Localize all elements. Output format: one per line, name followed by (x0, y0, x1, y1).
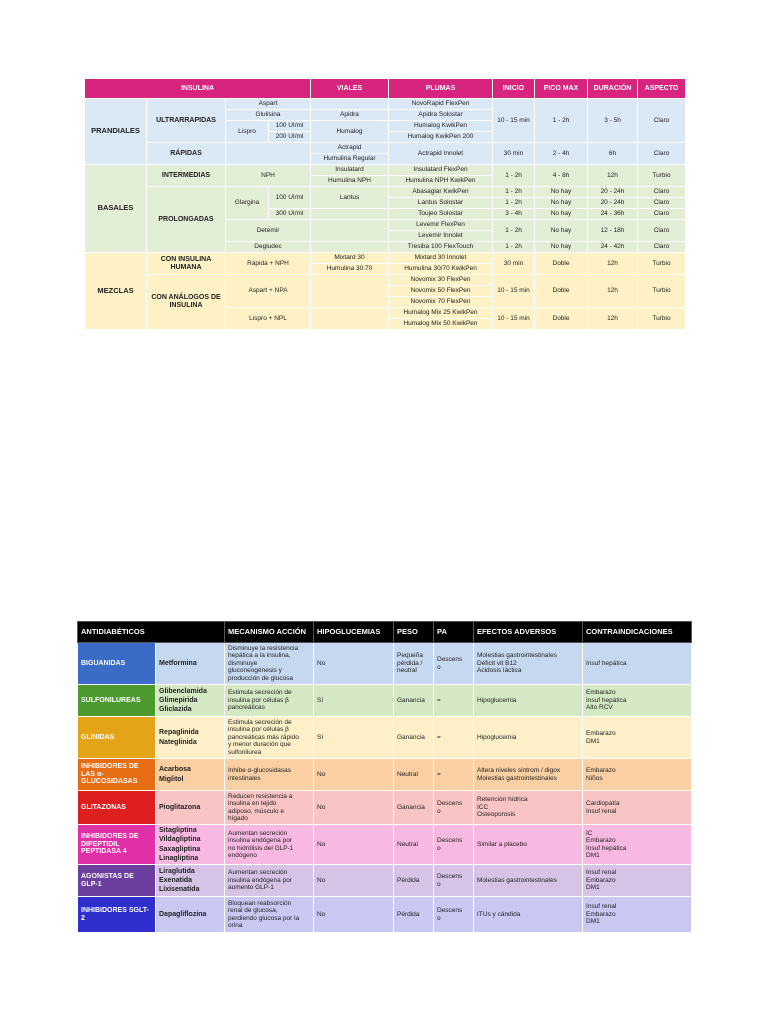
header-efectos-adversos: EFECTOS ADVERSOS (474, 622, 583, 643)
adverse-line: Altera niveles sintrom / digox (477, 767, 561, 775)
weight-line: Neutral (397, 770, 418, 778)
weight (394, 791, 434, 825)
mechanism (225, 643, 314, 685)
adverse-effects (474, 897, 583, 933)
drugs-line: Repaglinida (159, 729, 199, 737)
group-mezclas: MEZCLAS (85, 253, 147, 330)
cell-npl-pico: Doble (535, 308, 588, 330)
mechanism-line: producción de glucosa (228, 674, 294, 682)
mechanism-line: hígado (228, 814, 248, 822)
adverse-line: ITUs y cándida (477, 910, 521, 918)
cell-humulina-regular: Humulina Regular (311, 154, 389, 165)
cell-npl-vial-empty (311, 308, 389, 330)
class-name: INHIBIDORES SGLT-2 (78, 897, 156, 933)
blood-pressure (434, 865, 474, 897)
cell-npl-inicio: 10 - 15 min (493, 308, 535, 330)
cell-abasaglar-duracion: 20 - 24h (588, 187, 638, 198)
cell-lispro-200: 200 UI/ml (269, 132, 311, 143)
class-name: GLITAZONAS (78, 791, 156, 825)
cell-levemir-innolet: Levemir Innolet (389, 231, 493, 242)
cell-npl-duracion: 12h (588, 308, 638, 330)
pa-line: = (437, 696, 441, 704)
weight-line: Pequeña (397, 652, 424, 660)
weight (394, 897, 434, 933)
cell-nph: NPH (226, 165, 311, 187)
drugs-line: Exenatida (159, 876, 193, 884)
class-name: INHIBIDORES DE LAS α-GLUCOSIDASAS (78, 759, 156, 791)
contraindications (583, 759, 692, 791)
cell-mixtard30: Mixtard 30 (311, 253, 389, 264)
cell-humulina-3070: Humulina 30:70 (311, 264, 389, 275)
mechanism-line: insulina por células β (228, 726, 289, 734)
cell-toujeo-aspecto: Claro (638, 209, 686, 220)
cell-levemir-flexpen: Levemir FlexPen (389, 220, 493, 231)
hypoglycemia: No (314, 643, 394, 685)
mechanism-line: Aumentan secreción (228, 829, 288, 837)
antidiab-row (78, 791, 692, 825)
cell-npa-inicio: 10 - 15 min (493, 275, 535, 308)
contra-line: Insuf hepática (586, 659, 627, 667)
weight-line: Neutral (397, 840, 418, 848)
pa-line: o (437, 880, 441, 888)
cell-ultra-inicio: 10 - 15 min (493, 99, 535, 143)
drug-names (156, 717, 225, 759)
weight-line: Ganancia (397, 733, 425, 741)
mechanism-line: adiposo, músculo e (228, 807, 285, 815)
cell-actrapid-innolet: Actrapid Innolet (389, 143, 493, 165)
header-contraindicaciones: CONTRAINDICACIONES (583, 622, 692, 643)
cell-vial-empty (311, 99, 389, 110)
drug-names (156, 685, 225, 717)
contraindications (583, 825, 692, 865)
pa-line: o (437, 914, 441, 922)
cell-toujeo-inicio: 3 - 4h (493, 209, 535, 220)
class-name: BIGUANIDAS (78, 643, 156, 685)
cell-rapida-nph: Rápida + NPH (226, 253, 311, 275)
cell-int-aspecto: Turbio (638, 165, 686, 187)
blood-pressure (434, 791, 474, 825)
blood-pressure (434, 759, 474, 791)
contra-line: Insuf hepática (586, 844, 627, 852)
cell-hum-duracion: 12h (588, 253, 638, 275)
pa-line: o (437, 844, 441, 852)
cell-novomix-70: Novomix 70 FlexPen (389, 297, 493, 308)
pa-line: o (437, 807, 441, 815)
pa-line: Descens (437, 837, 463, 845)
mechanism-line: hepática a la insulina, (228, 652, 291, 660)
cell-humalog-kwikpen: Humalog KwikPen (389, 121, 493, 132)
header-viales: VIALES (311, 79, 389, 99)
cell-humulina-nph-kwikpen: Humulina NPH KwikPen (389, 176, 493, 187)
cell-humalog: Humalog (311, 121, 389, 143)
header-hipoglucemias: HIPOGLUCEMIAS (314, 622, 394, 643)
cell-humulina-3070-kwikpen: Humulina 30/70 KwikPen (389, 264, 493, 275)
drugs-line: Linagliptina (159, 854, 199, 862)
cell-lispro: Lispro (226, 121, 269, 143)
drugs-line: Gliclazida (159, 706, 192, 714)
cell-ultra-duracion: 3 - 5h (588, 99, 638, 143)
contra-line: Embarazo (586, 837, 616, 845)
cell-toujeo-solostar: Toujeo Solostar (389, 209, 493, 220)
adverse-effects (474, 759, 583, 791)
cell-glargina-100: 100 UI/ml (269, 187, 311, 209)
contra-line: Insuf renal (586, 903, 617, 911)
cell-apidra-solostar: Apidra Solostar (389, 110, 493, 121)
mechanism-line: insulina por células β (228, 696, 289, 704)
cell-novomix-50: Novomix 50 FlexPen (389, 286, 493, 297)
antidiab-body (78, 643, 692, 933)
cell-toujeo-vial-empty (311, 209, 389, 220)
mechanism (225, 897, 314, 933)
cell-insulatard-flexpen: Insulatard FlexPen (389, 165, 493, 176)
cell-rap-aspecto: Claro (638, 143, 686, 165)
adverse-line: Hipoglucemia (477, 696, 517, 704)
drug-names (156, 791, 225, 825)
contra-line: Embarazo (586, 689, 616, 697)
cell-degludec-aspecto: Claro (638, 242, 686, 253)
weight (394, 825, 434, 865)
adverse-line: Retención hídrica (477, 796, 528, 804)
cell-actrapid: Actrapid (311, 143, 389, 154)
cell-degludec-pico: No hay (535, 242, 588, 253)
contraindications (583, 685, 692, 717)
header-inicio: INICIO (493, 79, 535, 99)
contra-line: Embarazo (586, 767, 616, 775)
cell-lispro-npl: Lispro + NPL (226, 308, 311, 330)
cell-degludec-inicio: 1 - 2h (493, 242, 535, 253)
cell-degludec-vial-empty (311, 242, 389, 253)
cell-lantus-aspecto: Claro (638, 198, 686, 209)
cell-abasaglar-aspecto: Claro (638, 187, 686, 198)
cell-hum-aspecto: Turbio (638, 253, 686, 275)
adverse-line: Acidosis láctica (477, 667, 522, 675)
cell-lantus-solostar: Lantus Solostar (389, 198, 493, 209)
cell-abasaglar-kwikpen: Abasaglar KwikPen (389, 187, 493, 198)
adverse-line: Molestias gastrointestinales (477, 652, 557, 660)
contra-line: Niños (586, 774, 603, 782)
cell-aspart: Aspart (226, 99, 311, 110)
adverse-effects (474, 865, 583, 897)
header-pa: PA (434, 622, 474, 643)
drugs-line: Lixisenatida (159, 886, 200, 894)
antidiabetics-table (77, 621, 692, 933)
weight (394, 643, 434, 685)
cell-degludec-duracion: 24 - 42h (588, 242, 638, 253)
drugs-line: Dapagliflozina (159, 910, 207, 918)
drugs-line: Liraglutida (159, 867, 195, 875)
antidiab-row (78, 643, 692, 685)
weight (394, 865, 434, 897)
antidiab-row (78, 685, 692, 717)
cell-npl-aspecto: Turbio (638, 308, 686, 330)
antidiab-header-row (78, 622, 692, 643)
cell-toujeo-pico: No hay (535, 209, 588, 220)
adverse-effects (474, 825, 583, 865)
weight (394, 717, 434, 759)
cell-npa-pico: Doble (535, 275, 588, 308)
drugs-line: Glimepirida (159, 696, 198, 704)
header-aspecto: ASPECTO (638, 79, 686, 99)
cell-detemir-inicio: 1 - 2h (493, 220, 535, 242)
mechanism-line: Aumentan secreción (228, 869, 288, 877)
mechanism-line: pancreáticas (228, 704, 265, 712)
cell-ultra-aspecto: Claro (638, 99, 686, 143)
mechanism-line: sulfonilurea (228, 748, 262, 756)
cell-detemir-duracion: 12 - 18h (588, 220, 638, 242)
drugs-line: Pioglitazona (159, 803, 201, 811)
hypoglycemia: No (314, 759, 394, 791)
group-basales: BASALES (85, 165, 147, 253)
cell-glargina-300: 300 UI/ml (269, 209, 311, 220)
header-peso: PESO (394, 622, 434, 643)
drugs-line: Miglitol (159, 775, 184, 783)
contra-line: Insuf renal (586, 807, 617, 815)
cell-rap-pico: 2 - 4h (535, 143, 588, 165)
drug-names (156, 865, 225, 897)
drug-names (156, 897, 225, 933)
drugs-line: Glibenclamida (159, 687, 207, 695)
pa-line: Descens (437, 873, 463, 881)
mechanism-line: no hidrólisis del GLP-1 (228, 844, 294, 852)
drugs-line: Sitagliptina (159, 827, 197, 835)
mechanism-line: gluconeogénesis y (228, 667, 282, 675)
antidiab-row (78, 897, 692, 933)
cell-int-pico: 4 - 8h (535, 165, 588, 187)
contraindications (583, 865, 692, 897)
mechanism-line: pancreáticas más rápido (228, 733, 299, 741)
hypoglycemia: Sí (314, 717, 394, 759)
cell-humalog-mix25: Humalog Mix 25 KwikPen (389, 308, 493, 319)
cell-int-inicio: 1 - 2h (493, 165, 535, 187)
cell-lantus-duracion: 20 - 24h (588, 198, 638, 209)
mechanism-line: Bloquean reabsorción (228, 899, 292, 907)
header-plumas: PLUMAS (389, 79, 493, 99)
contraindications (583, 897, 692, 933)
blood-pressure (434, 897, 474, 933)
class-name: INHIBIDORES DE DIPEPTIDIL PEPTIDASA 4 (78, 825, 156, 865)
contra-line: IC (586, 829, 593, 837)
mechanism-line: insulina endógena por (228, 876, 292, 884)
cell-toujeo-duracion: 24 - 36h (588, 209, 638, 220)
cell-detemir-vial-empty (311, 220, 389, 242)
cell-rap-inicio: 30 min (493, 143, 535, 165)
cell-lantus-pico: No hay (535, 198, 588, 209)
cell-humalog-mix50: Humalog Mix 50 KwikPen (389, 319, 493, 330)
subgroup-con-insulina-humana: CON INSULINA HUMANA (147, 253, 226, 275)
mechanism-line: y menor duración que (228, 741, 291, 749)
subgroup-rapidas: RÁPIDAS (147, 143, 226, 165)
antidiab-row (78, 759, 692, 791)
cell-ultra-pico: 1 - 2h (535, 99, 588, 143)
cell-lantus-inicio: 1 - 2h (493, 198, 535, 209)
subgroup-con-analogos: CON ANÁLOGOS DE INSULINA (147, 275, 226, 330)
cell-lispro-100: 100 UI/ml (269, 121, 311, 132)
insulin-table (84, 78, 686, 330)
mechanism (225, 685, 314, 717)
cell-hum-pico: Doble (535, 253, 588, 275)
mechanism-line: Estimula secreción de (228, 718, 292, 726)
subgroup-intermedias: INTERMEDIAS (147, 165, 226, 187)
drugs-line: Nateglinida (159, 738, 197, 746)
hypoglycemia: No (314, 825, 394, 865)
mechanism-line: disminuye (228, 659, 258, 667)
drug-names (156, 759, 225, 791)
contra-line: Embarazo (586, 730, 616, 738)
cell-apidra: Apidra (311, 110, 389, 121)
contra-line: Embarazo (586, 876, 616, 884)
mechanism-line: Estimula secreción de (228, 689, 292, 697)
antidiab-row (78, 865, 692, 897)
header-pico-max: PICO MAX (535, 79, 588, 99)
mechanism (225, 717, 314, 759)
pa-line: o (437, 663, 441, 671)
pa-line: Descens (437, 800, 463, 808)
weight (394, 759, 434, 791)
subgroup-ultrarrapidas: ULTRARRAPIDAS (147, 99, 226, 143)
weight-line: Pérdida (397, 876, 420, 884)
weight-line: pérdida / (397, 659, 423, 667)
class-name: GLINIDAS (78, 717, 156, 759)
mechanism-line: intestinales (228, 774, 261, 782)
insulin-header-row (85, 79, 686, 99)
contra-line: DM1 (586, 851, 600, 859)
hypoglycemia: Sí (314, 685, 394, 717)
header-mecanismo-accion: MECANISMO ACCIÓN (225, 622, 314, 643)
subgroup-prolongadas: PROLONGADAS (147, 187, 226, 253)
cell-rapidas-empty (226, 143, 311, 165)
adverse-effects (474, 685, 583, 717)
cell-humulina-nph: Humulina NPH (311, 176, 389, 187)
contra-line: Insuf renal (586, 869, 617, 877)
cell-int-duracion: 12h (588, 165, 638, 187)
drugs-line: Acarbosa (159, 766, 191, 774)
cell-hum-inicio: 30 min (493, 253, 535, 275)
hypoglycemia: No (314, 791, 394, 825)
cell-rap-duracion: 6h (588, 143, 638, 165)
drug-names (156, 643, 225, 685)
adverse-line: Molestias gastrointestinales (477, 774, 557, 782)
cell-detemir-pico: No hay (535, 220, 588, 242)
cell-humalog-kwikpen-200: Humalog KwikPen 200 (389, 132, 493, 143)
class-name: AGONISTAS DE GLP-1 (78, 865, 156, 897)
adverse-line: Hipoglucemia (477, 733, 517, 741)
cell-insulatard: Insulatard (311, 165, 389, 176)
drugs-line: Saxagliptina (159, 845, 201, 853)
pa-line: = (437, 733, 441, 741)
contra-line: Embarazo (586, 910, 616, 918)
adverse-effects (474, 791, 583, 825)
cell-npa-duracion: 12h (588, 275, 638, 308)
cell-mixtard30-innolet: Mixtard 30 Innolet (389, 253, 493, 264)
mechanism-line: orina (228, 921, 243, 929)
hypoglycemia: No (314, 865, 394, 897)
cell-glargina: Glargina (226, 187, 269, 220)
weight-line: neutral (397, 667, 417, 675)
weight-line: Pérdida (397, 910, 420, 918)
mechanism (225, 825, 314, 865)
mechanism-line: insulina en tejido (228, 800, 277, 808)
mechanism (225, 759, 314, 791)
adverse-line: Similar a placebo (477, 840, 527, 848)
blood-pressure (434, 685, 474, 717)
pa-line: Descens (437, 907, 463, 915)
class-name: SULFONILUREAS (78, 685, 156, 717)
pa-line: = (437, 770, 441, 778)
hypoglycemia: No (314, 897, 394, 933)
header-insulina: INSULINA (85, 79, 311, 99)
cell-npa-vial-empty (311, 275, 389, 308)
contraindications (583, 717, 692, 759)
mechanism-line: perdiendo glucosa por la (228, 914, 300, 922)
contra-line: DM1 (586, 884, 600, 892)
adverse-effects (474, 717, 583, 759)
contra-line: DM1 (586, 918, 600, 926)
contraindications (583, 643, 692, 685)
group-prandiales: PRANDIALES (85, 99, 147, 165)
cell-npa-aspecto: Turbio (638, 275, 686, 308)
antidiab-row (78, 825, 692, 865)
header-antidiabeticos: ANTIDIABÉTICOS (78, 622, 225, 643)
cell-lantus: Lantus (311, 187, 389, 209)
cell-aspart-npa: Aspart + NPA (226, 275, 311, 308)
drug-names (156, 825, 225, 865)
adverse-effects (474, 643, 583, 685)
blood-pressure (434, 717, 474, 759)
contraindications (583, 791, 692, 825)
mechanism-line: Reducen resistencia a (228, 792, 293, 800)
adverse-line: Déficit vit B12 (477, 659, 517, 667)
pa-line: Descens (437, 656, 463, 664)
drugs-line: Vildagliptina (159, 836, 201, 844)
cell-abasaglar-pico: No hay (535, 187, 588, 198)
mechanism (225, 865, 314, 897)
mechanism-line: endógeno (228, 851, 257, 859)
mechanism (225, 791, 314, 825)
contra-line: Alto RCV (586, 704, 613, 712)
mechanism-line: renal de glucosa, (228, 907, 278, 915)
blood-pressure (434, 643, 474, 685)
antidiab-row (78, 717, 692, 759)
contra-line: DM1 (586, 737, 600, 745)
cell-detemir: Detemir (226, 220, 311, 242)
cell-detemir-aspecto: Claro (638, 220, 686, 242)
contra-line: Cardiopatía (586, 800, 620, 808)
blood-pressure (434, 825, 474, 865)
cell-tresiba: Tresiba 100 FlexTouch (389, 242, 493, 253)
adverse-line: Molestias gastrointestinales (477, 876, 557, 884)
weight (394, 685, 434, 717)
mechanism-line: insulina endógena por (228, 837, 292, 845)
mechanism-line: Disminuye la resistencia (228, 644, 299, 652)
header-duracion: DURACIÓN (588, 79, 638, 99)
adverse-line: ICC (477, 803, 489, 811)
adverse-line: Osteoporosis (477, 811, 516, 819)
cell-novomix-30: Novomix 30 FlexPen (389, 275, 493, 286)
mechanism-line: aumento GLP-1 (228, 884, 274, 892)
cell-abasaglar-inicio: 1 - 2h (493, 187, 535, 198)
drugs-line: Metformina (159, 659, 197, 667)
cell-glulisina: Glulisina (226, 110, 311, 121)
contra-line: Insuf hepática (586, 696, 627, 704)
mechanism-line: Inhibe α-glucosidasas (228, 767, 292, 775)
cell-degludec: Degludec (226, 242, 311, 253)
cell-novorapid-flexpen: NovoRapid FlexPen (389, 99, 493, 110)
weight-line: Ganancia (397, 803, 425, 811)
weight-line: Ganancia (397, 696, 425, 704)
